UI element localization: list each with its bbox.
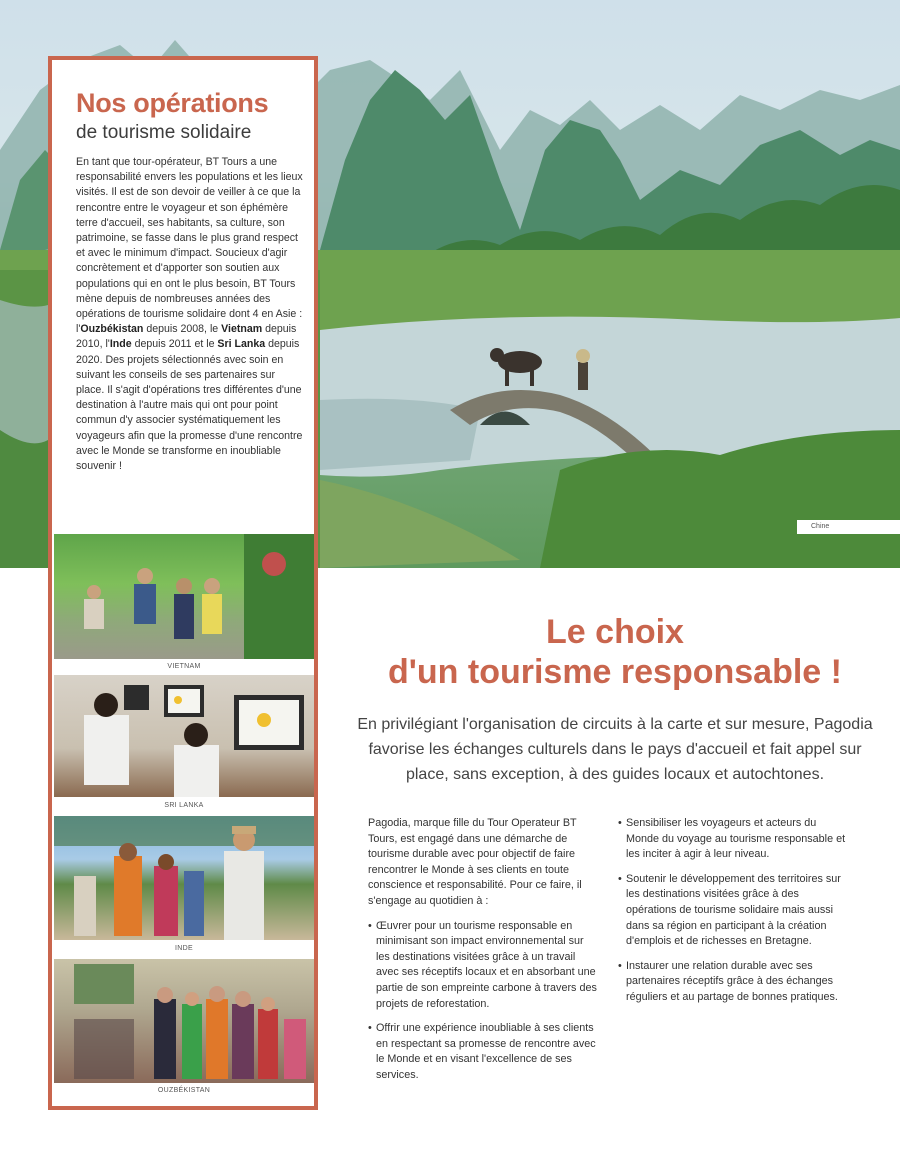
sidebar-title: Nos opérations xyxy=(76,88,269,118)
body-text: depuis 2008, le xyxy=(143,323,222,336)
bullet-item: • Sensibiliser les voyageurs et acteurs du Monde du voyage au tourisme responsable et les inciter à agir à leur niveau. xyxy=(618,816,848,863)
photo-inde xyxy=(54,816,314,940)
photo-label-inde: INDE xyxy=(175,945,193,952)
main-title xyxy=(330,612,900,692)
country-vietnam: Vietnam xyxy=(221,323,263,336)
body-text: depuis 2010, l' xyxy=(76,323,297,351)
body-text: depuis 2011 et le xyxy=(131,338,218,351)
bullet-item: • Offrir une expérience inoubliable à ses clients en respectant sa promesse de rencontre avec le Monde et en visant l'excellence de ses services. xyxy=(368,1021,600,1083)
bullet-item: • Instaurer une relation durable avec ses partenaires réceptifs grâce à des échanges réguliers et au partage de bonnes pratiques. xyxy=(618,959,848,1006)
main-title-line-1: Le choix xyxy=(546,613,684,651)
left-paragraph: Pagodia, marque fille du Tour Operateur BT Tours, est engagé dans une démarche de tourisme durable avec pour objectif de faire rencontrer le Monde à ses clients en toute conscience et responsabilité. Pour ce faire, il s'engage au quotidien à : xyxy=(368,817,582,907)
sri-lanka-classroom-illustration xyxy=(54,675,314,797)
india-people-illustration xyxy=(54,816,314,940)
column-left xyxy=(368,816,600,1093)
photo-label-sri-lanka: SRI LANKA xyxy=(164,802,204,809)
main-title-line-2: d'un tourisme responsable ! xyxy=(388,653,842,691)
photo-ouzbekistan xyxy=(54,959,314,1083)
photo-label-vietnam: VIETNAM xyxy=(167,663,201,670)
country-sri-lanka: Sri Lanka xyxy=(217,338,266,351)
intro-text: En privilégiant l'organisation de circuits à la carte et sur mesure, Pagodia favorise les échanges culturels dans le pays d'accueil et fait appel sur place, sans exception, à des guides locaux et autochtones. xyxy=(357,716,873,783)
sidebar-body xyxy=(76,155,304,474)
bullet-item: • Soutenir le développement des territoires sur les destinations visitées grâce à des opérations de tourisme solidaire mais aussi dans sa région en participant à la création d'emplois et de richesses en Bretagne. xyxy=(618,872,848,950)
vietnam-people-illustration xyxy=(54,534,314,659)
country-inde: Inde xyxy=(109,338,132,351)
photo-vietnam xyxy=(54,534,314,659)
photo-label-ouzbekistan: OUZBÉKISTAN xyxy=(157,1087,211,1094)
body-text: depuis 2020. Des projets sélectionnés avec soin en suivant les conseils de ses partenaires sur place. Il s'agit d'opérations tres différentes d'une destination à l'autre mais qui ont pour point commun d'y associer systématiquement les voyageurs afin que la promesse d'une rencontre avec le Monde se transforme en inoubliable souvenir ! xyxy=(76,338,303,473)
uzbekistan-people-illustration xyxy=(54,959,314,1083)
photo-sri-lanka xyxy=(54,675,314,797)
body-text: En tant que tour-opérateur, BT Tours a une responsabilité envers les populations et les lieux visités. Il est de son devoir de veiller à ce que la rencontre entre le voyageur et son éphémère terre d'accueil, ses habitants, sa culture, son patrimoine, se fasse dans le plus grand respect et avec le minimum d'impact. Soucieux d'agir concrètement et d'apporter son soutien aux populations qui en ont le plus besoin, BT Tours mène depuis de nombreuses années des opérations de tourisme solidaire dont 4 en Asie : l' xyxy=(76,156,303,336)
country-ouzbekistan: Ouzbékistan xyxy=(80,323,144,336)
solidarity-sidebar xyxy=(48,56,318,1110)
column-right xyxy=(618,816,848,1015)
photo-caption: Chine xyxy=(797,520,900,534)
bullet-item: • Œuvrer pour un tourisme responsable en minimisant son impact environnemental sur les destinations visitées grâce à un travail avec ses réceptifs locaux et en absorbant une partie de son empreinte carbone à travers des projets de reforestation. xyxy=(368,919,600,1013)
sidebar-subtitle: de tourisme solidaire xyxy=(76,122,252,143)
